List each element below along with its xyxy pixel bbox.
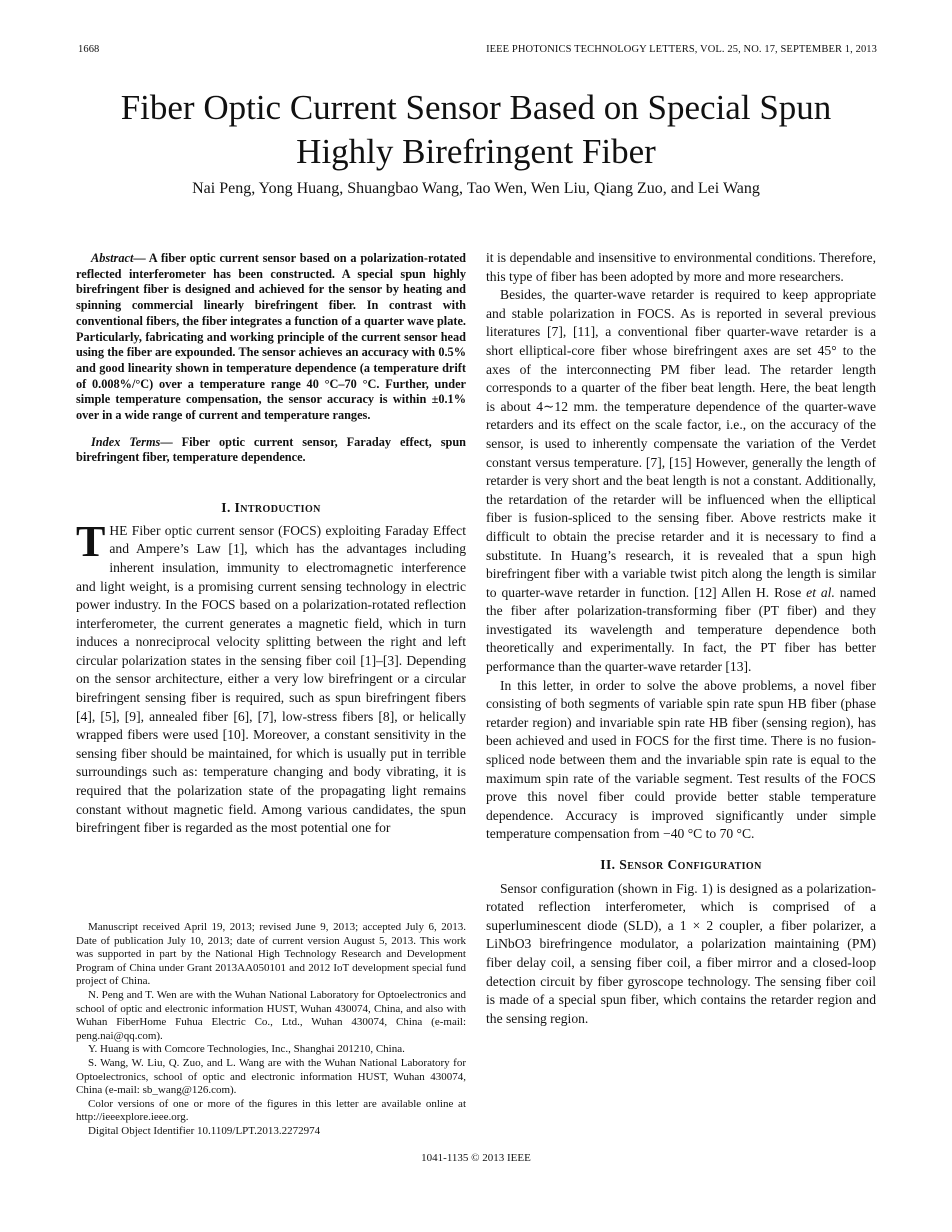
paper-title <box>60 86 892 174</box>
footnotes <box>76 921 466 1139</box>
continued-paragraph: it is dependable and insensitive to environmental conditions. Therefore, this type of fiber has been adopted by more and more researchers. <box>486 250 876 284</box>
footnote-affiliation-2: Y. Huang is with Comcore Technologies, Inc., Shanghai 201210, China. <box>88 1043 405 1056</box>
sensor-config-paragraph: Sensor configuration (shown in Fig. 1) is designed as a polarization-rotated reflection interferometer, which is comprised of a superluminescent diode (SLD), a 1 × 2 coupler, a fiber polarizer, a LiNbO3 birefringence modulator, a polarization maintaining (PM) fiber delay coil, a sensing fiber coil, a fiber mirror and a closed-loop detection circuit by fiber gyroscope technology. The sensing fiber coil is made of a special spun fiber, which contains the retarder region and the sensing region. <box>486 880 876 1026</box>
abstract-label: Abstract <box>91 251 134 265</box>
footnote-color: Color versions of one or more of the figures in this letter are available online at http://ieeexplore.ieee.org. <box>76 1097 466 1124</box>
footnote-doi: Digital Object Identifier 10.1109/LPT.2013.2272974 <box>88 1124 321 1137</box>
et-al: et al. <box>806 584 835 600</box>
journal-citation: IEEE PHOTONICS TECHNOLOGY LETTERS, VOL. 25, NO. 17, SEPTEMBER 1, 2013 <box>486 44 877 55</box>
index-terms-label: Index Terms <box>91 434 161 449</box>
title-line-1: Fiber Optic Current Sensor Based on Special Spun <box>120 88 832 127</box>
index-terms <box>76 435 466 466</box>
retarder-text-b: named the fiber after polarization-transforming fiber (PT fiber) and they investigated its wavelength and temperature dependence both theoretically and experimentally. In fact, the PT fiber has better performance than the quarter-wave retarder [13]. <box>486 584 876 675</box>
footnote-affiliation-1: N. Peng and T. Wen are with the Wuhan National Laboratory for Optoelectronics and school of optic and electronic information HUST, Wuhan 430074, China, and also with Wuhan FiberHome Fuhua Electric Co., Ltd., Wuhan 430074, China (e-mail: peng.nai@qq.com). <box>76 988 466 1042</box>
right-column <box>486 249 876 1028</box>
section-heading-introduction: I. Introduction <box>221 500 321 516</box>
drop-cap: T <box>76 516 106 566</box>
retarder-paragraph <box>486 286 876 676</box>
abstract-text: — A fiber optic current sensor based on a polarization-rotated reflected interferometer has been constructed. A special spun highly birefringent fiber is designed and achieved for the sensor by heating and spinning commercial linearly birefringent fiber. In contrast with conventional fibers, the fiber integrates a function of a quarter wave plate. Particularly, fabricating and working principle of the current sensor head using the fiber are expounded. The sensor achieves an accuracy with 0.5% and good linearity shown in temperature dependence (a temperature drift of 0.008%/°C) over a temperature range 40 °C–70 °C. Further, under simple temperature compensation, the sensor accuracy is within ±0.1% over in a wide range of current and temperature ranges. <box>76 251 466 423</box>
author-list: Nai Peng, Yong Huang, Shuangbao Wang, Tao Wen, Wen Liu, Qiang Zuo, and Lei Wang <box>192 180 760 197</box>
novel-fiber-paragraph: In this letter, in order to solve the above problems, a novel fiber consisting of both segments of variable spin rate spun HB fiber (phase retarder region) and invariable spin rate HB fiber (sensing region), has been achieved and used in FOCS for the first time. There is no fusion-spliced node between them and the invariable spin rate is equal to the maximum spin rate of the variable segment. Test results of the FOCS prove this novel fiber could provide better stable temperature dependence. Accuracy is improved significantly under simple temperature compensation from −40 °C to 70 °C. <box>486 677 876 842</box>
copyright-footer: 1041-1135 © 2013 IEEE <box>421 1152 531 1164</box>
footnote-manuscript: Manuscript received April 19, 2013; revised June 9, 2013; accepted July 6, 2013. Date of publication July 10, 2013; date of current version August 5, 2013. This work was supported in part by the National High Technology Research and Development Program of China under Grant 2013AA050101 and 2012 IoT development special fund project of China. <box>76 921 466 988</box>
running-header <box>78 44 877 55</box>
left-column <box>76 251 466 838</box>
page-number: 1668 <box>78 44 100 55</box>
retarder-text-a: Besides, the quarter-wave retarder is required to keep appropriate and stable polarization in FOCS. As is reported in several previous literatures [7], [11], a conventional fiber quarter-wave retarder is a short elliptical-core fiber whose birefringent axes are set 45° to the axes of the interconnecting PM fiber lead. The retarder length corresponds to a quarter of the fiber beat length. Here, the beat length is about 4∼12 mm. the temperature dependence of the quarter-wave retarders and its effect on the scale factor, i.e., on the accuracy of the sensor, is used to inherently compensate the variation of the Verdet constant versus temperature. [7], [15] However, generally the length of retarder is very short and the beat length is not a constant. Additionally, the retardation of the retarder will be influenced when the elliptical fiber is fusion-spliced to the sensing fiber. Above restricts make it difficult to obtain the precise retarder and it is necessary to find a substitute. In Huang’s research, it is revealed that a spun high birefringent fiber with a variable twist pitch along the length is similar to quarter-wave retarder in function. [12] Allen H. Rose <box>486 287 876 600</box>
title-line-2: Highly Birefringent Fiber <box>296 132 656 171</box>
footnote-affiliation-3: S. Wang, W. Liu, Q. Zuo, and L. Wang are with the Wuhan National Laboratory for Optoelectronics, school of optic and electronic information HUST, Wuhan 430074, China (e-mail: sb_wang@126.com). <box>76 1056 466 1097</box>
section-heading-sensor-configuration: II. Sensor Configuration <box>600 857 762 872</box>
intro-paragraph <box>76 516 466 838</box>
index-terms-text: — Fiber optic current sensor, Faraday effect, spun birefringent fiber, temperature dependence. <box>76 434 466 465</box>
abstract <box>76 251 466 424</box>
intro-text: HE Fiber optic current sensor (FOCS) exploiting Faraday Effect and Ampere’s Law [1], which has the advantages including inherent insulation, immunity to electromagnetic interference and light weight, is a promising current sensing technology in electric power industry. In the FOCS based on a polarization-rotated reflection interferometer, the current generates a magnetic field, which in turn induces a nonreciprocal velocity splitting between the right and left circular polarization states in the sensing fiber coil [1]–[3]. Depending on the sensor architecture, either a very low birefringent or a circular birefringent sensing fiber is required, such as spun birefringent fibers [4], [5], [9], annealed fiber [6], [7], low-stress fibers [8], or helically wrapped fibers were used [10]. Moreover, a constant sensitivity in the sensing fiber should be maintained, for which is usually put in terrible surroundings such as: temperature changing and body vibrating, it is required that the polarization state of the propagating light remains constant without magnetic field. Among various candidates, the spun birefringent fiber is regarded as the most potential one for <box>76 522 466 836</box>
